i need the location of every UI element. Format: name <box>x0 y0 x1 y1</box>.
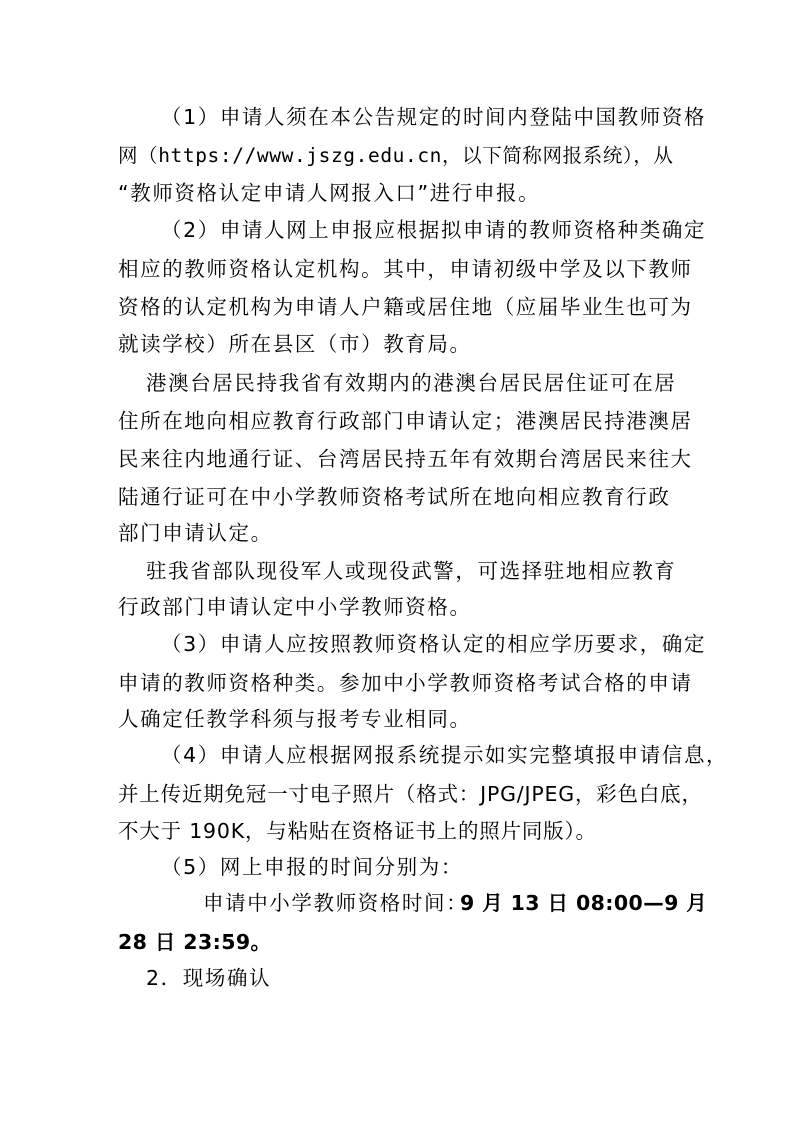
paragraph-5-line-2: 申请的教师资格种类。参加中小学教师资格考试合格的申请 <box>118 671 693 695</box>
schedule-time-start: 9 月 13 日 08:00—9 月 <box>460 891 708 915</box>
paragraph-4-line-2: 行政部门申请认定中小学教师资格。 <box>118 595 472 619</box>
paragraph-4-line-1: 驻我省部队现役军人或现役武警，可选择驻地相应教育 <box>146 559 677 583</box>
paragraph-1-line-1: （1）申请人须在本公告规定的时间内登陆中国教师资格 <box>161 105 707 129</box>
section-heading-onsite-confirmation: 2．现场确认 <box>146 966 272 990</box>
paragraph-6-line-3: 不大于 190K，与粘贴在资格证书上的照片同版）。 <box>118 819 597 843</box>
paragraph-3-line-3: 民来往内地通行证、台湾居民持五年有效期台湾居民来往大 <box>118 447 693 471</box>
paragraph-5-line-3: 人确定任教学科须与报考专业相同。 <box>118 707 472 731</box>
paragraph-6-line-2: 并上传近期免冠一寸电子照片（格式：JPG/JPEG，彩色白底， <box>118 782 703 806</box>
paragraph-1-line-2: 网（https://www.jszg.edu.cn，以下简称网报系统），从 <box>118 144 674 167</box>
paragraph-5-line-1: （3）申请人应按照教师资格认定的相应学历要求，确定 <box>161 632 707 656</box>
paragraph-6-line-1: （4）申请人应根据网报系统提示如实完整填报申请信息， <box>161 743 729 767</box>
paragraph-3-line-1: 港澳台居民持我省有效期内的港澳台居民居住证可在居 <box>146 371 677 395</box>
paragraph-7-line-1: （5）网上申报的时间分别为： <box>161 855 463 879</box>
schedule-label: 申请中小学教师资格时间： <box>203 891 469 915</box>
paragraph-3-line-4: 陆通行证可在中小学教师资格考试所在地向相应教育行政 <box>118 485 671 509</box>
paragraph-2-line-2: 相应的教师资格认定机构。其中，申请初级中学及以下教师 <box>118 257 693 281</box>
paragraph-2-line-4: 就读学校）所在县区（市）教育局。 <box>118 332 472 356</box>
paragraph-2-line-3: 资格的认定机构为申请人户籍或居住地（应届毕业生也可为 <box>118 295 693 319</box>
paragraph-2-line-1: （2）申请人网上申报应根据拟申请的教师资格种类确定 <box>161 218 707 242</box>
schedule-time-end: 28 日 23:59。 <box>118 930 272 954</box>
paragraph-1-line-3: “教师资格认定申请人网报入口”进行申报。 <box>118 181 541 205</box>
paragraph-3-line-5: 部门申请认定。 <box>118 521 273 545</box>
paragraph-3-line-2: 住所在地向相应教育行政部门申请认定；港澳居民持港澳居 <box>118 409 693 433</box>
